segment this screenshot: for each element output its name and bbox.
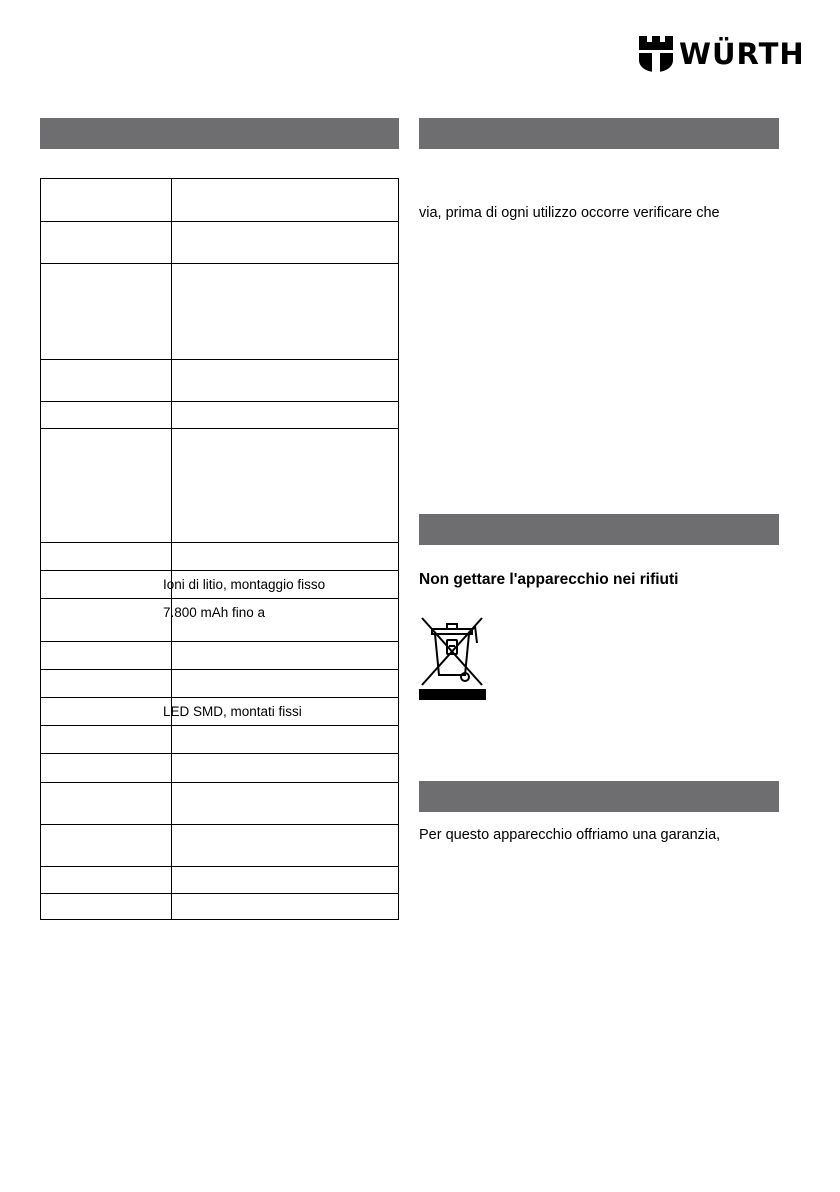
- safety-paragraph-line: via, prima di ogni utilizzo occorre verificare che: [419, 205, 720, 221]
- table-row-divider: [41, 570, 398, 571]
- section-bar-specs: [40, 118, 399, 149]
- table-row-divider: [41, 725, 398, 726]
- crossed-out-wheelie-bin-icon: [419, 613, 486, 702]
- table-row-divider: [41, 893, 398, 894]
- table-row-divider: [41, 263, 398, 264]
- table-column-divider: [171, 179, 172, 919]
- table-row-divider: [41, 641, 398, 642]
- table-row-divider: [41, 866, 398, 867]
- table-row-divider: [41, 401, 398, 402]
- section-bar-safety: [419, 118, 779, 149]
- warranty-paragraph-line: Per questo apparecchio offriamo una garanzia,: [419, 827, 721, 843]
- table-row-divider: [41, 542, 398, 543]
- table-cell-battery-type: Ioni di litio, montaggio fisso: [163, 577, 326, 592]
- table-row-divider: [41, 428, 398, 429]
- brand-logo: [639, 36, 805, 72]
- brand-name: WÜRTH: [679, 37, 805, 71]
- table-row-divider: [41, 598, 398, 599]
- table-row-divider: [41, 697, 398, 698]
- table-row-divider: [41, 824, 398, 825]
- table-row-divider: [41, 753, 398, 754]
- section-bar-warranty: [419, 781, 779, 812]
- table-cell-light-source: LED SMD, montati fissi: [163, 704, 302, 719]
- table-row-divider: [41, 669, 398, 670]
- table-row-divider: [41, 782, 398, 783]
- section-bar-disposal: [419, 514, 779, 545]
- table-cell-capacity: 7.800 mAh fino a: [163, 605, 266, 620]
- disposal-heading: Non gettare l'apparecchio nei rifiuti: [419, 571, 679, 588]
- wurth-logo-mark-icon: [639, 36, 673, 72]
- table-row-divider: [41, 359, 398, 360]
- technical-data-table: [40, 178, 399, 920]
- table-row-divider: [41, 221, 398, 222]
